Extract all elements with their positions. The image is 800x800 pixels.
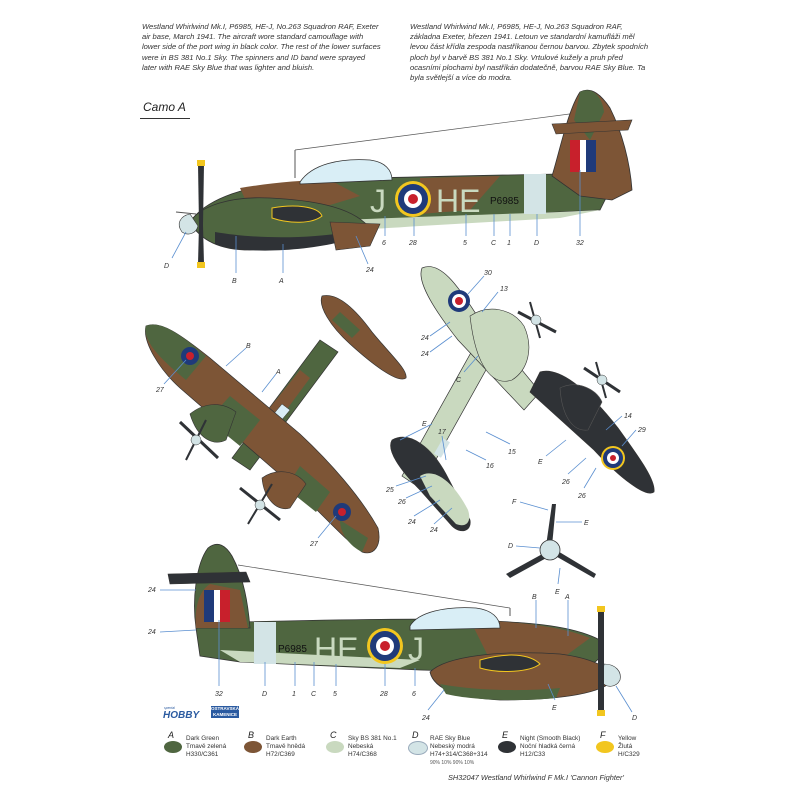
top-code-right: HE <box>436 183 481 219</box>
bottom-callout-3: 24 <box>148 587 156 594</box>
legend-letter: B <box>248 730 255 740</box>
top-callout-8: C <box>491 240 497 247</box>
special-hobby-logo-top: special <box>164 706 175 710</box>
top-finflash-white <box>580 140 586 172</box>
upper-callout-1: B <box>246 343 251 350</box>
legend-swatch <box>498 741 516 753</box>
lower-roundel-2-red <box>610 455 616 461</box>
bottom-callout-8: C <box>311 691 317 698</box>
top-callout-9: 1 <box>507 240 511 247</box>
legend-code: H12/C33 <box>520 751 546 758</box>
partner-logo: OSTRAVSKÁ KAMENICE <box>211 706 239 717</box>
lower-callout-15: 25 <box>386 487 394 494</box>
upper-spinner-right <box>255 500 265 510</box>
upper-callout-4: 27 <box>310 541 318 548</box>
lower-callout-8: E <box>538 459 543 466</box>
top-callout-4: 24 <box>366 267 374 274</box>
description-czech: Westland Whirlwind Mk.I, P6985, HE-J, No.263 Squadron RAF, základna Exeter, březen 1941. Letoun ve standardní kamufláži měl levou část křídla zespoda nastříkanou černou barvou. Zbytek spodních ploch byl v barvě BS 381 No.1 Sky. Vrtulové kužely a pruh před ocasními plochami byl nastříkán dodatečně, barvou RAE Sky Blue. Ta byla světlejší a více do modra. <box>410 22 649 83</box>
lower-callout-17: 24 <box>408 519 416 526</box>
bottom-finflash-red <box>220 590 230 622</box>
legend-name-cz: Nebeský modrá <box>430 743 475 750</box>
top-callout-6: 28 <box>409 240 417 247</box>
legend-letter: A <box>168 730 175 740</box>
top-callout-7: 5 <box>463 240 467 247</box>
legend-name-cz: Žlutá <box>618 743 633 750</box>
top-code-left: J <box>370 183 386 219</box>
side-view-top <box>164 90 632 285</box>
bottom-prop-tip-up <box>597 606 605 612</box>
lower-callout-9: 26 <box>562 479 570 486</box>
lower-callout-2: 13 <box>500 286 508 293</box>
bottom-callout-6: D <box>262 691 268 698</box>
top-callout-1: D <box>164 263 170 270</box>
bottom-prop-tip-down <box>597 710 605 716</box>
legend-swatch <box>326 741 344 753</box>
lower-callout-4: 24 <box>421 351 429 358</box>
spinner-callout-3: D <box>508 543 514 550</box>
top-cannon <box>176 212 196 214</box>
legend-code: H74+314/C368+314 <box>430 751 488 758</box>
spinner-hub <box>540 540 560 560</box>
lower-spinner-2 <box>597 375 607 385</box>
bottom-callout-4: 24 <box>148 629 156 636</box>
bottom-prop-down <box>598 672 604 712</box>
bottom-callout-7: 1 <box>292 691 296 698</box>
lower-callout-18: 24 <box>430 527 438 534</box>
special-hobby-logo-text: HOBBY <box>163 710 200 719</box>
lower-callout-16: 26 <box>398 499 406 506</box>
bottom-callout-10: 28 <box>380 691 388 698</box>
bottom-finflash-white <box>214 590 220 622</box>
spinner-callout-1: F <box>512 499 517 506</box>
upper-roundel-1-red <box>186 352 194 360</box>
top-roundel-red <box>408 194 418 204</box>
special-hobby-logo <box>162 705 202 719</box>
bottom-callout-9: 5 <box>333 691 337 698</box>
lower-callout-13: 16 <box>486 463 494 470</box>
lower-callout-12: 17 <box>438 429 446 436</box>
spinner-callout-2: E <box>584 520 589 527</box>
upper-callout-2: A <box>276 369 281 376</box>
legend-code: H/C329 <box>618 751 640 758</box>
legend-name-cz: Noční hladká černá <box>520 743 576 750</box>
legend-letter: C <box>330 730 337 740</box>
legend-code: H72/C369 <box>266 751 295 758</box>
bottom-roundel-red <box>380 641 390 651</box>
bottom-callout-11: 6 <box>412 691 416 698</box>
plan-view-lower <box>385 267 654 534</box>
bottom-antenna-wire <box>238 565 510 608</box>
footer-title: SH32047 Westland Whirlwind F Mk.I 'Cannon Fighter' <box>448 773 624 782</box>
legend-extra: 90% 10% 90% 10% <box>430 760 475 766</box>
spinner-detail <box>506 499 596 596</box>
bottom-callout-14: D <box>632 715 638 722</box>
top-finflash-red <box>570 140 580 172</box>
top-canopy <box>300 160 392 184</box>
legend-code: H74/C368 <box>348 751 377 758</box>
bottom-callout-12: 24 <box>422 715 430 722</box>
spinner-callout-4: E <box>555 589 560 596</box>
legend-code: H330/C361 <box>186 751 219 758</box>
bottom-tailplane <box>168 572 250 584</box>
bottom-callout-1: B <box>532 594 537 601</box>
lower-callout-1: 30 <box>484 270 492 277</box>
description-english: Westland Whirlwind Mk.I, P6985, HE-J, No.263 Squadron RAF, Exeter air base, March 1941. The aircraft wore standard camouflage with lower side of the port wing in black color. The rest of the lower surfaces were in BS 381 No.1 Sky. The spinners and ID band were sprayed later with RAE Sky Blue that was lighter and bluish. <box>142 22 381 72</box>
lower-callout-5: C <box>456 377 462 384</box>
legend-swatch <box>408 741 428 755</box>
legend-letter: D <box>412 730 419 740</box>
upper-callout-3: 27 <box>156 387 164 394</box>
lower-callout-6: 14 <box>624 413 632 420</box>
top-wing-root <box>330 222 380 250</box>
bottom-callout-13: E <box>552 705 557 712</box>
top-callout-10: D <box>534 240 540 247</box>
top-callout-11: 32 <box>576 240 584 247</box>
legend-name-en: Dark Earth <box>266 735 297 742</box>
bottom-code-right: HE <box>314 631 359 667</box>
bottom-code-left: J <box>408 631 424 667</box>
legend-letter: E <box>502 730 509 740</box>
lower-roundel-1-red <box>455 297 463 305</box>
bottom-prop-up <box>598 610 604 672</box>
legend-name-en: RAE Sky Blue <box>430 735 471 742</box>
top-callout-5: 6 <box>382 240 386 247</box>
legend-name-cz: Nebeská <box>348 743 374 750</box>
lower-spinner-1 <box>531 315 541 325</box>
legend-name-en: Sky BS 381 No.1 <box>348 735 397 742</box>
lower-callout-10: 26 <box>578 493 586 500</box>
scheme-title: Camo A <box>143 100 186 114</box>
top-finflash-blue <box>586 140 596 172</box>
upper-tailplane <box>321 295 406 379</box>
legend-name-en: Dark Green <box>186 735 220 742</box>
legend-name-cz: Tmavě zelená <box>186 743 227 750</box>
top-prop-blade-up <box>198 164 204 225</box>
lower-callout-7: 29 <box>638 427 646 434</box>
legend-name-cz: Tmavě hnědá <box>266 743 306 750</box>
top-prop-tip-down <box>197 262 205 268</box>
plan-view-upper <box>145 295 406 552</box>
bottom-callout-2: A <box>565 594 570 601</box>
bottom-finflash-blue <box>204 590 214 622</box>
side-view-bottom <box>147 544 637 722</box>
top-id-band <box>524 174 546 214</box>
legend-letter: F <box>600 730 606 740</box>
top-serial: P6985 <box>490 196 519 207</box>
top-callout-3: A <box>279 278 284 285</box>
lower-callout-14: 15 <box>508 449 516 456</box>
legend-swatch <box>164 741 182 753</box>
top-callout-2: B <box>232 278 237 285</box>
upper-roundel-2-red <box>338 508 346 516</box>
bottom-callout-5: 32 <box>215 691 223 698</box>
bottom-id-band <box>254 622 276 664</box>
legend-swatch <box>596 741 614 753</box>
legend-name-en: Night (Smooth Black) <box>520 735 581 742</box>
upper-spinner-left <box>191 435 201 445</box>
bottom-canopy <box>410 608 500 630</box>
top-prop-tip-up <box>197 160 205 166</box>
legend-name-en: Yellow <box>618 735 637 742</box>
lower-callout-11: E <box>422 421 427 428</box>
top-prop-blade-down <box>198 225 204 264</box>
lower-callout-3: 24 <box>421 335 429 342</box>
bottom-spinner <box>602 664 620 686</box>
legend-swatch <box>244 741 262 753</box>
bottom-serial: P6985 <box>278 644 307 655</box>
